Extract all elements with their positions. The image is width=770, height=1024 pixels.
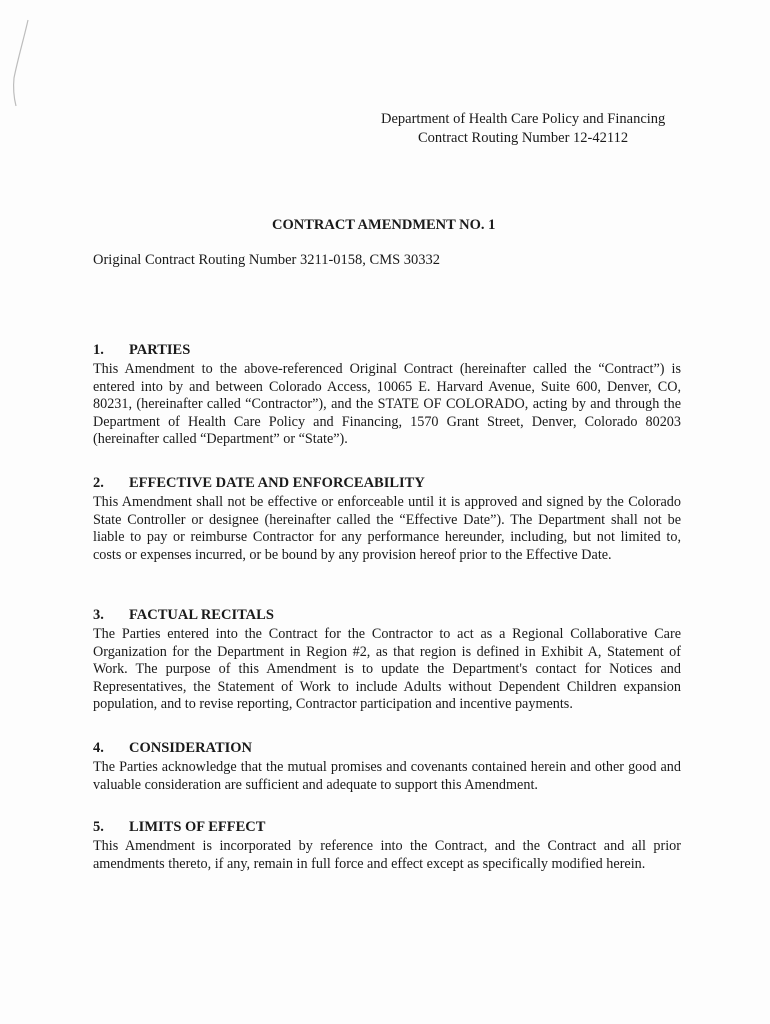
section-body: The Parties acknowledge that the mutual promises and covenants contained herein and other good and valuable consideration are sufficient and adequate to support this Amendment. (93, 759, 681, 793)
section-number: 5. (93, 819, 104, 835)
section-body: The Parties entered into the Contract for the Contractor to act as a Regional Collaborative Care Organization for the Department in Region #2, as that region is defined in Exhibit A, Statement of Work. The purpose of this Amendment is to update the Department's contact for Notices and Representatives, the Statement of Work to include Adults without Dependent Children expansion population, and to revise reporting, Contractor participation and incentive payments. (93, 626, 681, 713)
section-factual-recitals (93, 604, 681, 714)
department-name: Department of Health Care Policy and Financing (381, 111, 666, 127)
section-heading (93, 604, 681, 626)
section-body: This Amendment to the above-referenced Original Contract (hereinafter called the “Contract”) is entered into by and between Colorado Access, 10065 E. Harvard Avenue, Suite 600, Denver, CO, 80231, (hereinafter called “Contractor”), and the STATE OF COLORADO, acting by and through the Department of Health Care Policy and Financing, 1570 Grant Street, Denver, Colorado 80203 (hereinafter called “Department” or “State”). (93, 361, 681, 448)
contract-routing-number: Contract Routing Number 12-42112 (418, 130, 629, 146)
section-limits-of-effect (93, 816, 681, 873)
section-heading (93, 816, 681, 838)
section-effective-date (93, 472, 681, 564)
section-heading (93, 339, 681, 361)
section-body: This Amendment shall not be effective or enforceable until it is approved and signed by the Colorado State Controller or designee (hereinafter called the “Effective Date”). The Department shall not be liable to pay or reimburse Contractor for any performance hereunder, including, but not limited to, costs or expenses incurred, or be bound by any provision hereof prior to the Effective Date. (93, 494, 681, 563)
section-title: CONSIDERATION (129, 740, 253, 756)
scan-artifact-mark (6, 18, 36, 108)
amendment-title: CONTRACT AMENDMENT NO. 1 (272, 217, 496, 233)
section-number: 3. (93, 607, 104, 623)
section-title: EFFECTIVE DATE AND ENFORCEABILITY (129, 475, 425, 491)
section-number: 4. (93, 740, 104, 756)
section-heading (93, 472, 681, 494)
section-number: 1. (93, 342, 104, 358)
section-body: This Amendment is incorporated by reference into the Contract, and the Contract and all prior amendments thereto, if any, remain in full force and effect except as specifically modified herein. (93, 838, 681, 872)
section-number: 2. (93, 475, 104, 491)
original-contract-reference: Original Contract Routing Number 3211-0158, CMS 30332 (93, 252, 441, 268)
section-heading (93, 737, 681, 759)
section-consideration (93, 737, 681, 794)
section-title: FACTUAL RECITALS (129, 607, 274, 623)
section-title: PARTIES (129, 342, 191, 358)
section-title: LIMITS OF EFFECT (129, 819, 266, 835)
section-parties (93, 339, 681, 449)
